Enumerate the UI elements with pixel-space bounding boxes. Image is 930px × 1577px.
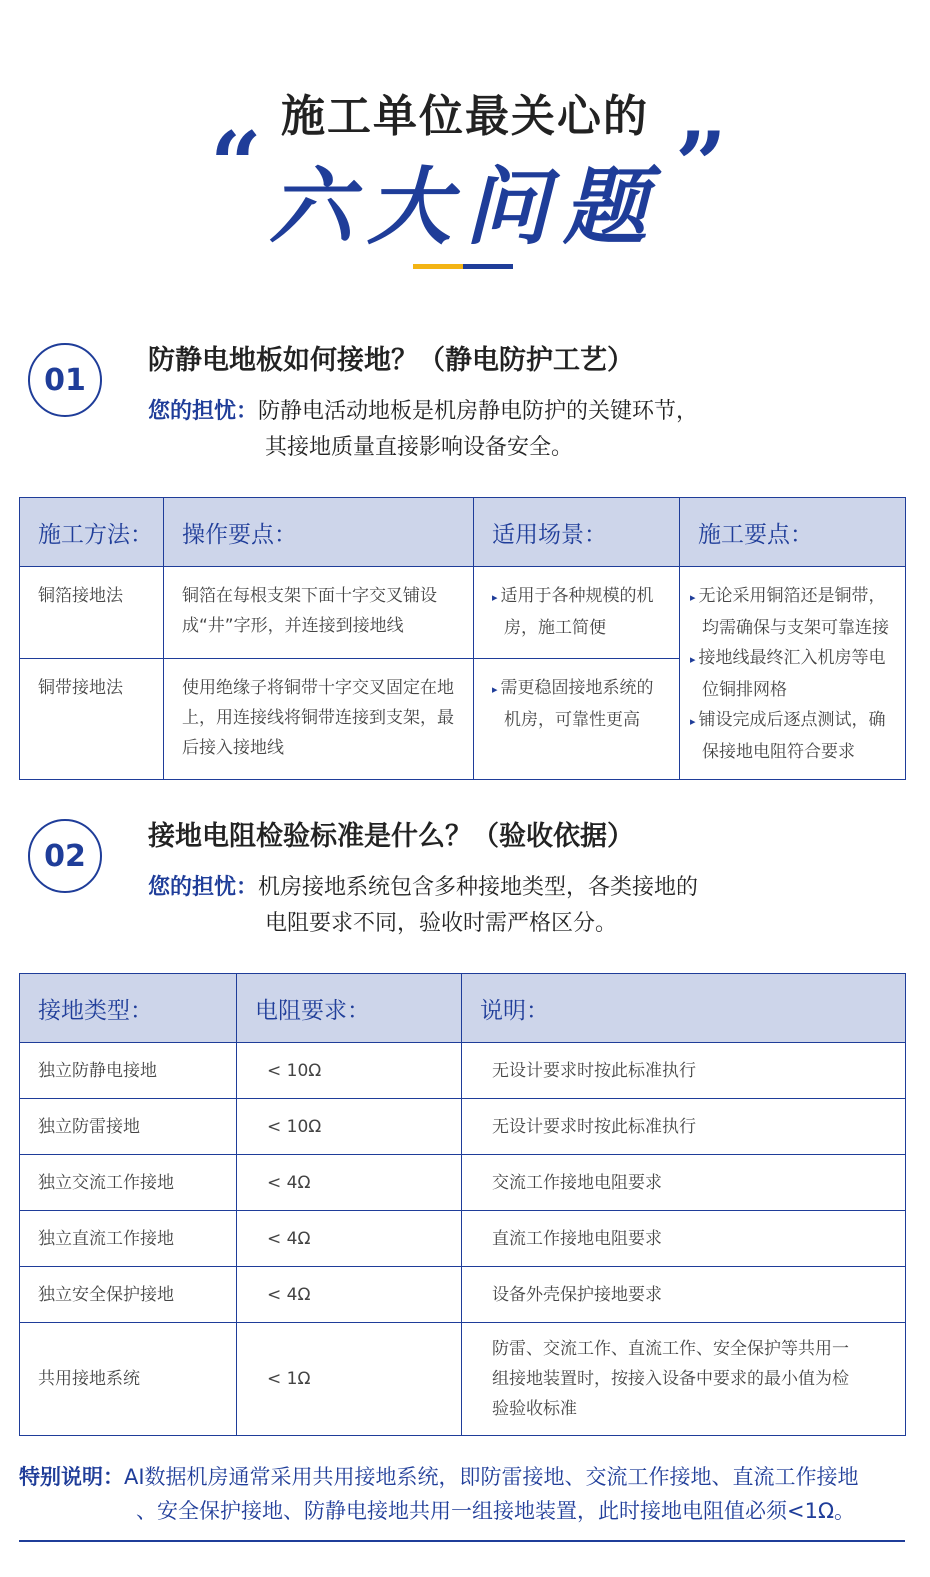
grounding-method-table — [19, 497, 906, 780]
description-cell: 直流工作接地电阻要求 — [462, 1211, 906, 1267]
ground-type-cell: 共用接地系统 — [20, 1323, 237, 1436]
column-header: 操作要点： — [164, 498, 474, 567]
page-subtitle: 施工单位最关心的 — [281, 91, 649, 142]
concern-line-2: 其接地质量直接影响设备安全。 — [265, 435, 574, 460]
table-header-row — [20, 974, 906, 1043]
ground-type-cell: 独立交流工作接地 — [20, 1155, 237, 1211]
table-row — [20, 1323, 906, 1436]
table-row — [20, 1155, 906, 1211]
section-title: 接地电阻检验标准是什么？（验收依据） — [148, 821, 634, 852]
ground-type-cell: 独立直流工作接地 — [20, 1211, 237, 1267]
key-point-item: ▸ 接地线最终汇入机房等电位铜排网格 — [690, 643, 897, 705]
close-quote-mark: ” — [675, 112, 727, 218]
section-number-badge: 01 — [28, 343, 102, 417]
concern-text — [148, 870, 698, 942]
column-header: 施工方法： — [20, 498, 164, 567]
ground-type-cell: 独立安全保护接地 — [20, 1267, 237, 1323]
key-points-cell — [680, 567, 906, 780]
title-underline-blue — [463, 264, 513, 269]
column-header: 施工要点： — [680, 498, 906, 567]
concern-line-1: 防静电活动地板是机房静电防护的关键环节， — [258, 399, 699, 424]
concern-label: 您的担忧： — [148, 875, 259, 900]
resistance-cell: < 10Ω — [237, 1043, 462, 1099]
note-line-2: 、安全保护接地、防静电接地共用一组接地装置，此时接地电阻值必须<1Ω。 — [136, 1499, 856, 1523]
column-header: 说明： — [462, 974, 906, 1043]
resistance-cell: < 1Ω — [237, 1323, 462, 1436]
section-title: 防静电地板如何接地？（静电防护工艺） — [148, 345, 634, 376]
operation-cell: 使用绝缘子将铜带十字交叉固定在地上，用连接线将铜带连接到支架，最后接入接地线 — [164, 659, 474, 780]
concern-text — [148, 394, 698, 466]
resistance-standard-table — [19, 973, 906, 1436]
description-cell: 防雷、交流工作、直流工作、安全保护等共用一组接地装置时，按接入设备中要求的最小值为检验验收标准 — [462, 1323, 906, 1436]
table-row — [20, 1099, 906, 1155]
method-cell: 铜带接地法 — [20, 659, 164, 780]
note-line-1: AI数据机房通常采用共用接地系统，即防雷接地、交流工作接地、直流工作接地 — [124, 1465, 859, 1489]
method-cell: 铜箔接地法 — [20, 567, 164, 659]
description-cell: 无设计要求时按此标准执行 — [462, 1043, 906, 1099]
key-point-item: ▸ 铺设完成后逐点测试，确保接地电阻符合要求 — [690, 705, 897, 767]
column-header: 电阻要求： — [237, 974, 462, 1043]
resistance-cell: < 4Ω — [237, 1267, 462, 1323]
description-cell: 无设计要求时按此标准执行 — [462, 1099, 906, 1155]
column-header: 适用场景： — [474, 498, 680, 567]
concern-label: 您的担忧： — [148, 399, 259, 424]
scene-text: ▸ 需更稳固接地系统的机房，可靠性更高 — [492, 673, 667, 735]
concern-line-1: 机房接地系统包含多种接地类型，各类接地的 — [258, 875, 699, 900]
key-point-item: ▸ 无论采用铜箔还是铜带，均需确保与支架可靠连接 — [690, 581, 897, 643]
resistance-cell: < 10Ω — [237, 1099, 462, 1155]
table-row — [20, 1211, 906, 1267]
resistance-cell: < 4Ω — [237, 1211, 462, 1267]
scene-cell — [474, 567, 680, 659]
bottom-divider — [19, 1540, 905, 1542]
column-header: 接地类型： — [20, 974, 237, 1043]
concern-line-2: 电阻要求不同，验收时需严格区分。 — [265, 911, 618, 936]
table-row — [20, 1267, 906, 1323]
open-quote-mark: “ — [210, 112, 262, 218]
description-cell: 设备外壳保护接地要求 — [462, 1267, 906, 1323]
note-label: 特别说明： — [19, 1465, 124, 1489]
table-header-row — [20, 498, 906, 567]
page-title: 六大问题 — [268, 157, 661, 256]
ground-type-cell: 独立防雷接地 — [20, 1099, 237, 1155]
operation-cell: 铜箔在每根支架下面十字交叉铺设成“井”字形，并连接到接地线 — [164, 567, 474, 659]
table-row — [20, 567, 906, 659]
ground-type-cell: 独立防静电接地 — [20, 1043, 237, 1099]
section-number-badge: 02 — [28, 819, 102, 893]
scene-text: ▸ 适用于各种规模的机房，施工简便 — [492, 581, 667, 643]
resistance-cell: < 4Ω — [237, 1155, 462, 1211]
scene-cell — [474, 659, 680, 780]
title-underline-yellow — [413, 264, 463, 269]
special-note — [19, 1460, 909, 1528]
description-cell: 交流工作接地电阻要求 — [462, 1155, 906, 1211]
table-row — [20, 1043, 906, 1099]
